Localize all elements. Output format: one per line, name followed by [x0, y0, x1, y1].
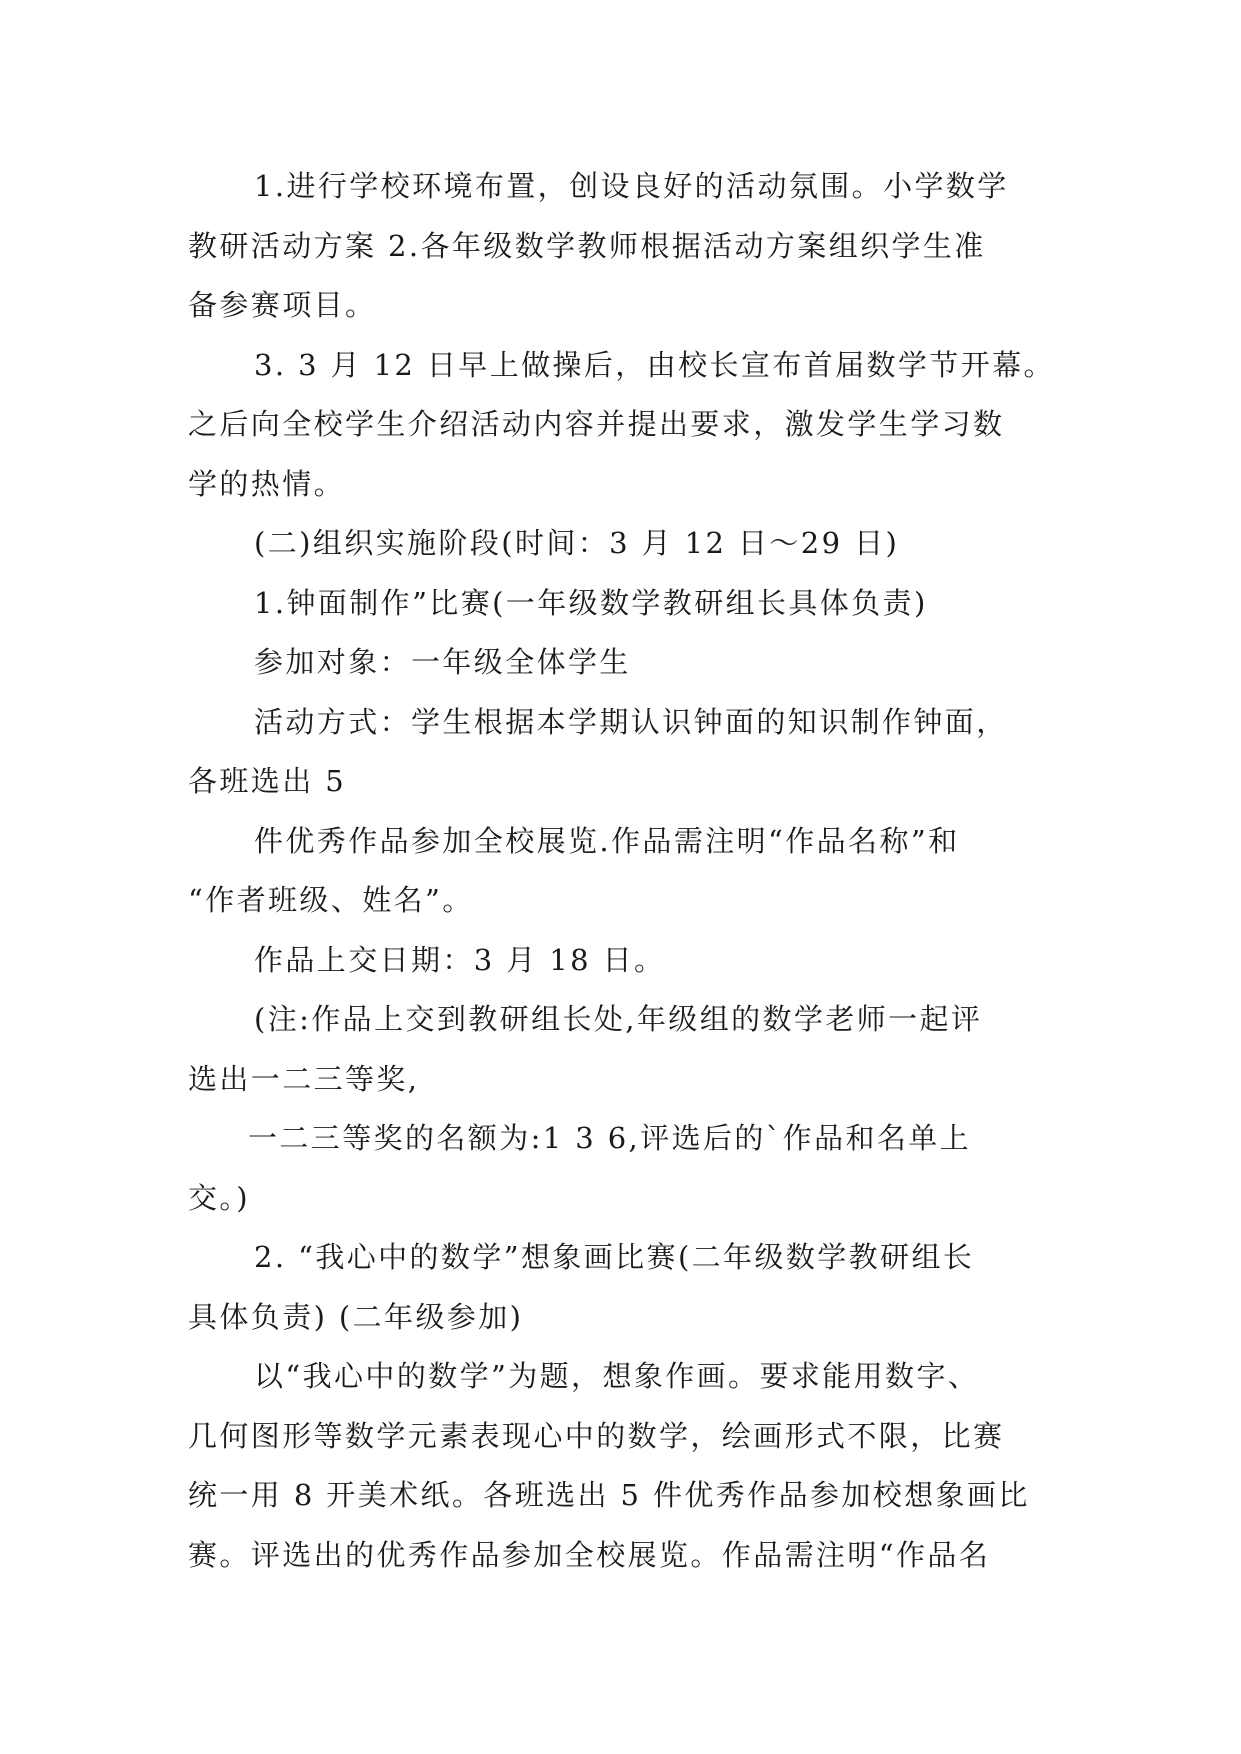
subsection-heading: 1.钟面制作”比赛(一年级数学教研组长具体负责) — [254, 585, 928, 620]
paragraph-line: 备参赛项目。 — [188, 288, 377, 322]
note-line: 交。) — [188, 1180, 251, 1215]
paragraph-line: 3. 3 月 12 日早上做操后，由校长宣布首届数学节开幕。 — [254, 347, 1055, 382]
subsection-heading: 2. “我心中的数学”想象画比赛(二年级数学教研组长 — [254, 1240, 975, 1274]
paragraph-line: 教研活动方案 2.各年级数学教师根据活动方案组织学生准 — [188, 228, 986, 263]
paragraph-line: 几何图形等数学元素表现心中的数学，绘画形式不限，比赛 — [188, 1418, 1005, 1453]
note-line: (注:作品上交到教研组长处,年级组的数学老师一起评 — [254, 1002, 983, 1036]
paragraph-line: 学的热情。 — [188, 466, 346, 501]
section-heading: (二)组织实施阶段(时间：3 月 12 日～29 日) — [254, 526, 900, 560]
paragraph-line: 作品上交日期：3 月 18 日。 — [254, 942, 666, 977]
paragraph-line: 具体负责) (二年级参加) — [188, 1299, 524, 1334]
note-line: 选出一二三等奖, — [188, 1061, 420, 1096]
paragraph-line: 赛。评选出的优秀作品参加全校展览。作品需注明“作品名 — [188, 1537, 991, 1572]
paragraph-line: 之后向全校学生介绍活动内容并提出要求，激发学生学习数 — [188, 407, 1005, 441]
paragraph-line: 1.进行学校环境布置，创设良好的活动氛围。小学数学 — [254, 169, 1009, 203]
note-line: 一二三等奖的名额为:1 3 6,评选后的`作品和名单上 — [248, 1121, 972, 1155]
paragraph-line: 统一用 8 开美术纸。各班选出 5 件优秀作品参加校想象画比 — [188, 1478, 1030, 1512]
paragraph-line: “作者班级、姓名”。 — [188, 883, 474, 917]
document-body — [188, 157, 1054, 1585]
paragraph-line: 参加对象：一年级全体学生 — [254, 645, 631, 679]
paragraph-line: 件优秀作品参加全校展览.作品需注明“作品名称”和 — [254, 823, 960, 858]
paragraph-line: 各班选出 5 — [188, 764, 347, 798]
paragraph-line: 以“我心中的数学”为题，想象作画。要求能用数字、 — [254, 1359, 980, 1393]
paragraph-line: 活动方式：学生根据本学期认识钟面的知识制作钟面， — [254, 704, 1008, 739]
